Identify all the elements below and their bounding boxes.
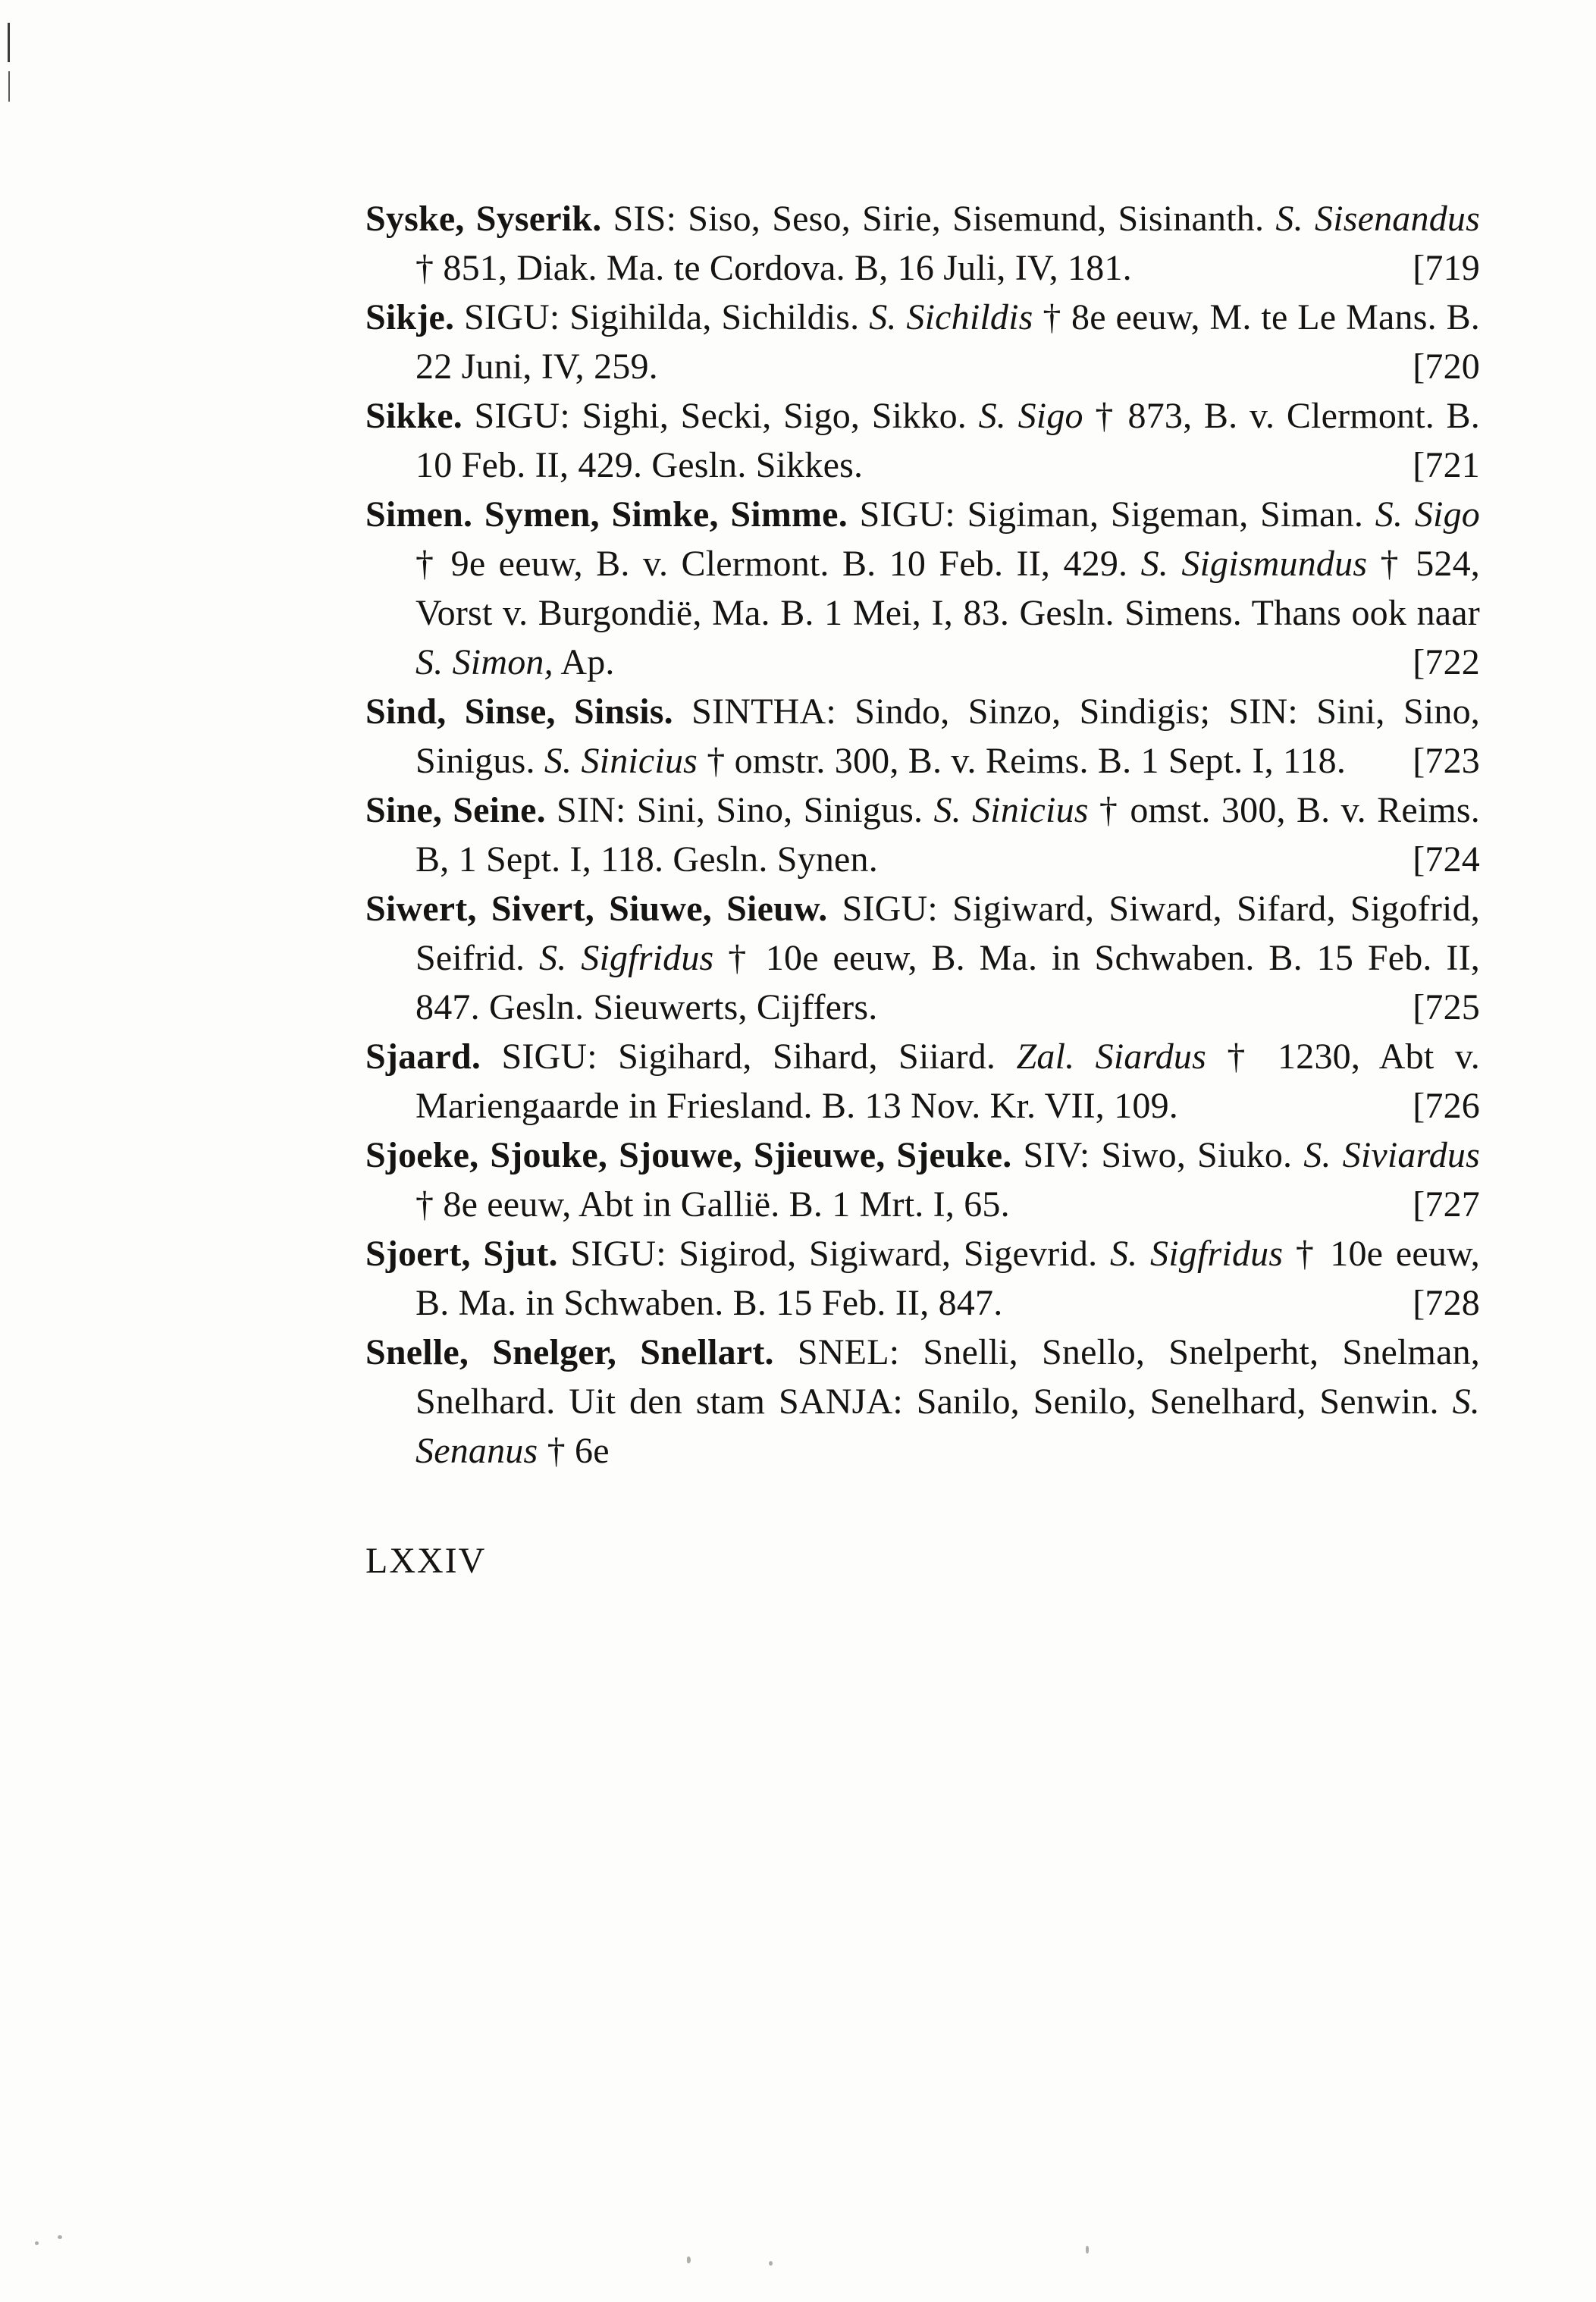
entry-text: SIGU: Sigirod, Sigiward, Sigevrid. <box>557 1234 1110 1274</box>
entry-reference-number: [721 <box>1413 445 1480 485</box>
latin-saint-name: S. Sinicius <box>544 741 698 781</box>
latin-saint-name: S. Sigo <box>1375 494 1480 535</box>
entry-text: † 8e eeuw, Abt in Gallië. B. 1 Mrt. I, 65. <box>415 1184 1010 1225</box>
entry-text: † 10e eeuw, B. Ma. in Schwaben. B. 15 Feb. II, 847. Gesln. Sieuwerts, Cijffers. <box>415 938 1480 1027</box>
entry-text: † 8e eeuw, M. te Le Mans. B. 22 Juni, IV, 259. <box>415 297 1480 387</box>
entry-headword: Sine, Seine. <box>365 790 546 830</box>
dictionary-entry <box>365 687 1480 786</box>
scan-artifact <box>8 23 10 62</box>
entry-headword: Sikke. <box>365 396 462 436</box>
entry-text: Ap. <box>553 642 615 682</box>
entry-reference-number: [726 <box>1413 1086 1480 1126</box>
entry-text: † omst. 300, B. v. Reims. B, 1 Sept. I, 118. Gesln. Synen. <box>415 790 1480 880</box>
dictionary-text-block <box>365 194 1480 1585</box>
dictionary-entry <box>365 1032 1480 1131</box>
latin-saint-name: S. Sigismundus <box>1140 544 1368 584</box>
entry-list <box>365 194 1480 1476</box>
entry-text: SIN: Sini, Sino, Sinigus. <box>545 790 934 830</box>
dictionary-entry <box>365 1328 1480 1476</box>
entry-headword: Siwert, Sivert, Siuwe, Sieuw. <box>365 889 828 929</box>
entry-headword: Sind, Sinse, Sinsis. <box>365 692 673 732</box>
entry-text: † 10e eeuw, B. Ma. in Schwaben. B. 15 Feb. II, 847. <box>415 1234 1480 1323</box>
entry-reference-number: [727 <box>1413 1184 1480 1225</box>
entry-text: SIGU: Sigiman, Sigeman, Siman. <box>847 494 1375 535</box>
latin-saint-name: S. Sigfridus <box>539 938 714 978</box>
entry-text: SNEL: Snelli, Snello, Snelperht, Snelman, Snelhard. Uit den stam SANJA: Sanilo, Senilo, Senelhard, Senwin. <box>415 1332 1480 1422</box>
dictionary-entry <box>365 194 1480 293</box>
entry-headword: Syske, Syserik. <box>365 199 602 239</box>
entry-headword: Sikje. <box>365 297 455 337</box>
entry-text: SIGU: Sigiward, Siward, Sifard, Sigofrid, Seifrid. <box>415 889 1480 978</box>
scan-speck <box>58 2235 62 2239</box>
dictionary-entry <box>365 490 1480 687</box>
entry-text: † 9e eeuw, B. v. Clermont. B. 10 Feb. II, 429. <box>415 544 1141 584</box>
dictionary-entry <box>365 1131 1480 1229</box>
entry-text: SIGU: Sighi, Secki, Sigo, Sikko. <box>462 396 979 436</box>
scan-speck <box>687 2257 691 2263</box>
dictionary-entry <box>365 786 1480 884</box>
entry-text: SINTHA: Sindo, Sinzo, Sindigis; SIN: Sini, Sino, Sinigus. <box>415 692 1480 781</box>
dictionary-entry <box>365 293 1480 391</box>
entry-headword: Simen. Symen, Simke, Simme. <box>365 494 848 535</box>
entry-text: † 524, Vorst v. Burgondië, Ma. B. 1 Mei, I, 83. Gesln. Simens. Thans ook naar <box>415 544 1480 633</box>
page-number: LXXIV <box>365 1541 487 1581</box>
dictionary-entry <box>365 1229 1480 1328</box>
latin-saint-name: S. Sisenandus <box>1275 199 1480 239</box>
entry-text: SIS: Siso, Seso, Sirie, Sisemund, Sisinanth. <box>601 199 1276 239</box>
entry-text: † 873, B. v. Clermont. B. 10 Feb. II, 429. Gesln. Sikkes. <box>415 396 1480 485</box>
entry-text: † 6e <box>538 1431 610 1471</box>
latin-saint-name: S. Sinicius <box>933 790 1089 830</box>
scan-speck <box>35 2241 39 2245</box>
entry-reference-number: [723 <box>1413 741 1480 781</box>
entry-reference-number: [724 <box>1413 839 1480 880</box>
entry-reference-number: [728 <box>1413 1283 1480 1323</box>
dictionary-entry <box>365 391 1480 490</box>
latin-saint-name: S. Simon, <box>415 642 553 682</box>
scan-speck <box>769 2261 773 2266</box>
latin-saint-name: S. Siviardus <box>1303 1135 1480 1175</box>
scan-speck <box>1086 2246 1089 2253</box>
latin-saint-name: Zal. Siardus <box>1016 1037 1206 1077</box>
latin-saint-name: S. Sigfridus <box>1109 1234 1284 1274</box>
entry-headword: Sjoeke, Sjouke, Sjouwe, Sjieuwe, Sjeuke. <box>365 1135 1012 1175</box>
entry-reference-number: [725 <box>1413 987 1480 1027</box>
entry-text: † 1230, Abt v. Mariengaarde in Friesland. B. 13 Nov. Kr. VII, 109. <box>415 1037 1480 1126</box>
latin-saint-name: S. Senanus <box>415 1382 1480 1471</box>
entry-reference-number: [720 <box>1413 347 1480 387</box>
entry-reference-number: [719 <box>1413 248 1480 288</box>
entry-headword: Snelle, Snelger, Snellart. <box>365 1332 774 1372</box>
latin-saint-name: S. Sigo <box>978 396 1083 436</box>
entry-headword: Sjoert, Sjut. <box>365 1234 558 1274</box>
latin-saint-name: S. Sichildis <box>869 297 1033 337</box>
entry-text: SIGU: Sigihard, Sihard, Siiard. <box>481 1037 1017 1077</box>
entry-text: † omstr. 300, B. v. Reims. B. 1 Sept. I, 118. <box>698 741 1347 781</box>
entry-reference-number: [722 <box>1413 642 1480 682</box>
dictionary-entry <box>365 884 1480 1032</box>
entry-headword: Sjaard. <box>365 1037 481 1077</box>
entry-text: † 851, Diak. Ma. te Cordova. B, 16 Juli, IV, 181. <box>415 248 1132 288</box>
entry-text: SIV: Siwo, Siuko. <box>1011 1135 1304 1175</box>
scan-artifact <box>8 71 10 102</box>
entry-text: SIGU: Sigihilda, Sichildis. <box>454 297 870 337</box>
